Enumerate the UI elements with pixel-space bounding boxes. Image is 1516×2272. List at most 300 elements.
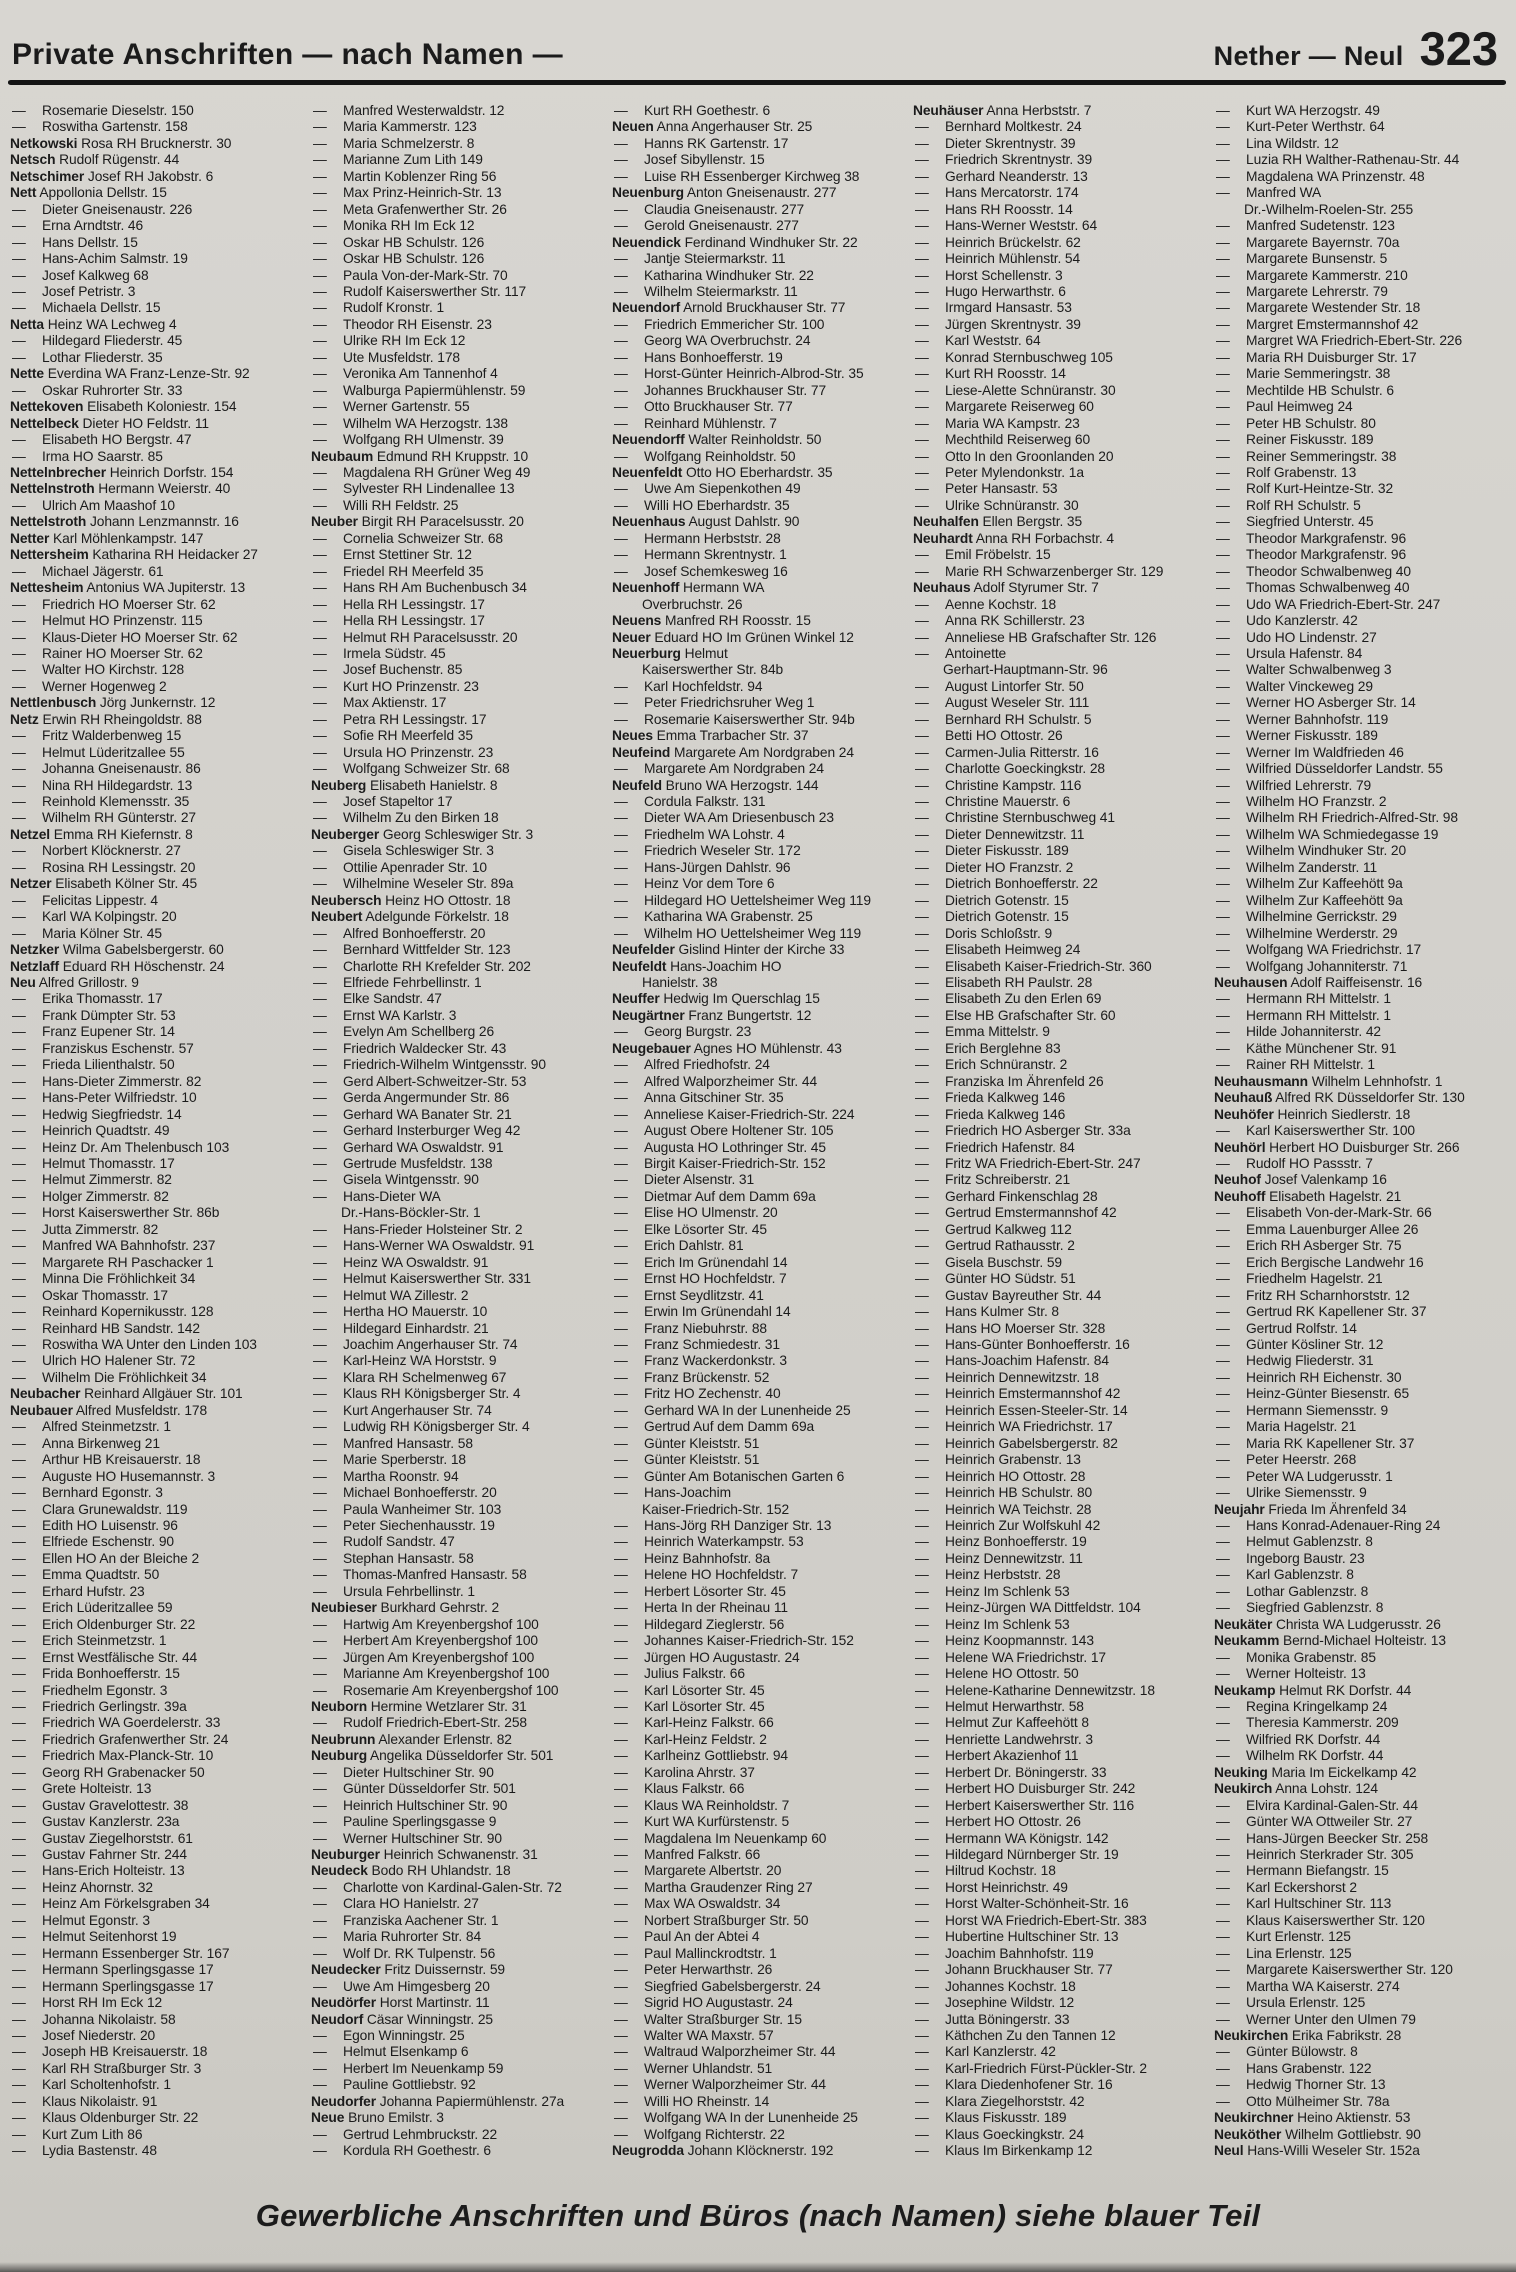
directory-entry — [913, 1041, 1208, 1057]
entry-text: Ulrich Am Maashof 10 — [42, 497, 175, 513]
entry-dash: — — [313, 942, 327, 958]
entry-dash: — — [1216, 1057, 1230, 1073]
directory-entry — [311, 1534, 606, 1550]
entry-text: Christine Kampstr. 116 — [945, 777, 1082, 793]
entry-continuation: Gerhart-Hauptmann-Str. 96 — [943, 662, 1108, 678]
directory-entry — [10, 1156, 305, 1172]
entry-dash: — — [915, 1353, 929, 1369]
entry-text: Margret WA Friedrich-Ebert-Str. 226 — [1246, 333, 1463, 349]
entry-text: Heinrich Emstermannshof 42 — [945, 1386, 1121, 1402]
entry-text: Margarete Kaiserswerther Str. 120 — [1246, 1962, 1453, 1978]
entry-text: Neuendorf Arnold Bruckhauser Str. 77 — [612, 300, 846, 316]
entry-dash: — — [12, 1583, 26, 1599]
entry-text: Netta Heinz WA Lechweg 4 — [10, 316, 177, 332]
directory-entry — [612, 564, 907, 580]
entry-dash: — — [1216, 1024, 1230, 1040]
directory-entry — [311, 1057, 606, 1073]
entry-dash: — — [614, 1600, 628, 1616]
directory-entry — [311, 860, 606, 876]
entry-text: Elisabeth Zu den Erlen 69 — [945, 991, 1102, 1007]
directory-entry — [913, 1107, 1208, 1123]
entry-text: Hans-Jörg RH Danziger Str. 13 — [644, 1517, 832, 1533]
entry-text: Reinhard Mühlenstr. 7 — [644, 415, 777, 431]
entry-dash: — — [915, 1962, 929, 1978]
directory-entry — [10, 1321, 305, 1337]
directory-entry — [311, 2028, 606, 2044]
entry-dash: — — [12, 1797, 26, 1813]
directory-entry — [1214, 1469, 1509, 1485]
entry-text: Neukäter Christa WA Ludgerusstr. 26 — [1214, 1616, 1441, 1632]
directory-entry — [1214, 531, 1509, 547]
entry-dash: — — [313, 794, 327, 810]
entry-dash: — — [1216, 1402, 1230, 1418]
directory-entry — [10, 1337, 305, 1353]
entry-surname: Neugrodda — [612, 2143, 684, 2159]
entry-text: Klaus Im Birkenkamp 12 — [945, 2143, 1093, 2159]
entry-text: Neubrunn Alexander Erlenstr. 82 — [311, 1731, 512, 1747]
entry-text: Heinrich Brückelstr. 62 — [945, 234, 1081, 250]
entry-dash: — — [313, 678, 327, 694]
entry-dash: — — [1216, 1238, 1230, 1254]
entry-text: Jürgen Am Kreyenbergshof 100 — [343, 1649, 535, 1665]
entry-dash: — — [313, 810, 327, 826]
entry-dash: — — [1216, 1649, 1230, 1665]
entry-text: Horst RH Im Eck 12 — [42, 1995, 163, 2011]
directory-entry — [1214, 432, 1509, 448]
entry-text: Regina Kringelkamp 24 — [1246, 1698, 1388, 1714]
entry-dash: — — [614, 1896, 628, 1912]
entry-continuation: Hanielstr. 38 — [642, 975, 718, 991]
directory-entry — [311, 1008, 606, 1024]
entry-dash: — — [614, 448, 628, 464]
entry-dash: — — [915, 810, 929, 826]
entry-text: Franz Brückenstr. 52 — [644, 1369, 770, 1385]
entry-text: Marie RH Schwarzenberger Str. 129 — [945, 563, 1164, 579]
entry-text: Oskar HB Schulstr. 126 — [343, 234, 485, 250]
directory-entry — [311, 1896, 606, 1912]
directory-entry — [10, 1288, 305, 1304]
entry-text: Paula Wanheimer Str. 103 — [343, 1501, 502, 1517]
entry-text: Horst WA Friedrich-Ebert-Str. 383 — [945, 1912, 1147, 1928]
directory-entry — [612, 1633, 907, 1649]
entry-dash: — — [915, 1205, 929, 1221]
entry-text: Rudolf Kaiserswerther Str. 117 — [343, 283, 527, 299]
entry-text: Gerhard Insterburger Weg 42 — [343, 1123, 521, 1139]
entry-text: Ellen HO An der Bleiche 2 — [42, 1550, 200, 1566]
directory-entry — [612, 333, 907, 349]
entry-surname: Neuhäuser — [913, 103, 984, 118]
entry-text: Werner HO Asberger Str. 14 — [1246, 695, 1416, 711]
directory-entry — [10, 2061, 305, 2077]
entry-text: Alfred Friedhofstr. 24 — [644, 1057, 770, 1073]
directory-entry — [1214, 1633, 1509, 1649]
entry-text: Nette Everdina WA Franz-Lenze-Str. 92 — [10, 366, 250, 382]
entry-text: Neuborn Hermine Wetzlarer Str. 31 — [311, 1698, 527, 1714]
directory-entry — [913, 646, 1208, 662]
entry-text: Neuhäuser Anna Herbststr. 7 — [913, 103, 1092, 118]
entry-text: Gertrud Auf dem Damm 69a — [644, 1419, 815, 1435]
entry-dash: — — [1216, 497, 1230, 513]
entry-dash: — — [12, 1912, 26, 1928]
directory-entry — [10, 1123, 305, 1139]
directory-entry — [311, 1189, 606, 1205]
entry-dash: — — [12, 1929, 26, 1945]
directory-entry — [612, 2077, 907, 2093]
entry-dash: — — [614, 168, 628, 184]
entry-dash: — — [614, 711, 628, 727]
entry-dash: — — [915, 1715, 929, 1731]
entry-dash: — — [614, 1550, 628, 1566]
entry-dash: — — [1216, 2044, 1230, 2060]
directory-entry — [612, 218, 907, 234]
directory-entry — [913, 1403, 1208, 1419]
entry-text: Fritz WA Friedrich-Ebert-Str. 247 — [945, 1156, 1141, 1171]
entry-dash: — — [313, 168, 327, 184]
entry-dash: — — [313, 218, 327, 234]
entry-dash: — — [614, 1271, 628, 1287]
entry-dash: — — [12, 300, 26, 316]
entry-text: Josef Buchenstr. 85 — [343, 662, 463, 678]
directory-entry — [311, 1436, 606, 1452]
directory-entry — [311, 1683, 606, 1699]
entry-text: August Weseler Str. 111 — [945, 695, 1090, 711]
directory-entry — [913, 860, 1208, 876]
entry-text: Jürgen Skrentnystr. 39 — [945, 316, 1081, 332]
entry-text: Peter Heerstr. 268 — [1246, 1452, 1357, 1468]
directory-entry — [612, 1304, 907, 1320]
entry-text: Heinz Bonhoefferstr. 19 — [945, 1534, 1087, 1550]
entry-text: Konrad Sternbuschweg 105 — [945, 349, 1113, 365]
entry-dash: — — [915, 1254, 929, 1270]
directory-entry — [913, 1699, 1208, 1715]
entry-surname: Netz — [10, 711, 39, 727]
directory-entry — [1214, 613, 1509, 629]
entry-text: Reiner Fiskusstr. 189 — [1246, 432, 1374, 448]
entry-dash: — — [614, 1781, 628, 1797]
entry-text: Hermann Sperlingsgasse 17 — [42, 1962, 214, 1978]
entry-text: Hermann Biefangstr. 15 — [1246, 1863, 1389, 1879]
entry-dash: — — [12, 629, 26, 645]
entry-dash: — — [12, 119, 26, 135]
entry-text: Neuenburg Anton Gneisenaustr. 277 — [612, 185, 837, 201]
entry-text: Anneliese HB Grafschafter Str. 126 — [945, 629, 1157, 645]
entry-dash: — — [313, 2126, 327, 2142]
directory-entry — [1214, 712, 1509, 728]
entry-dash: — — [915, 366, 929, 382]
entry-text: Alfred Walporzheimer Str. 44 — [644, 1073, 818, 1089]
directory-entry — [1214, 926, 1509, 942]
directory-entry — [10, 119, 305, 135]
entry-dash: — — [614, 678, 628, 694]
entry-text: Neuhöfer Heinrich Siedlerstr. 18 — [1214, 1106, 1411, 1122]
directory-entry — [1214, 597, 1509, 613]
entry-dash: — — [1216, 218, 1230, 234]
entry-dash: — — [12, 1962, 26, 1978]
directory-entry — [10, 1041, 305, 1057]
entry-text: Wilhelm RH Günterstr. 27 — [42, 810, 197, 826]
entry-dash: — — [915, 1912, 929, 1928]
entry-text: Max Prinz-Heinrich-Str. 13 — [343, 185, 502, 201]
entry-text: Netschimer Josef RH Jakobstr. 6 — [10, 168, 214, 184]
entry-text: Josef Schemkesweg 16 — [644, 563, 788, 579]
entry-text: Erich Bergische Landwehr 16 — [1246, 1254, 1424, 1270]
entry-dash: — — [313, 1435, 327, 1451]
directory-entry — [612, 1831, 907, 1847]
directory-entry — [612, 284, 907, 300]
directory-entry — [913, 745, 1208, 761]
entry-dash: — — [614, 1879, 628, 1895]
entry-surname: Neukamp — [1214, 1682, 1276, 1698]
entry-dash: — — [614, 1978, 628, 1994]
directory-entry — [10, 1683, 305, 1699]
directory-entry — [10, 481, 305, 497]
entry-dash: — — [614, 1304, 628, 1320]
directory-entry — [311, 1831, 606, 1847]
entry-surname: Neufeld — [612, 777, 662, 793]
entry-surname: Neukirchen — [1214, 2028, 1289, 2044]
entry-text: Neudorfer Johanna Papiermühlenstr. 27a — [311, 2093, 565, 2109]
entry-text: Hermann Herbststr. 28 — [644, 530, 781, 546]
directory-entry — [913, 893, 1208, 909]
entry-text: Neubieser Burkhard Gehrstr. 2 — [311, 1600, 500, 1616]
entry-surname: Neuköther — [1214, 2126, 1282, 2142]
entry-text: Minna Die Fröhlichkeit 34 — [42, 1271, 196, 1287]
entry-dash: — — [915, 826, 929, 842]
entry-surname: Neuerburg — [612, 645, 681, 661]
entry-dash: — — [614, 794, 628, 810]
entry-text: Heinrich Waterkampstr. 53 — [644, 1534, 804, 1550]
entry-text: Uwe Am Siepenkothen 49 — [644, 481, 801, 497]
directory-entry — [311, 810, 606, 826]
directory-entry — [311, 1699, 606, 1715]
entry-text: Erna Arndtstr. 46 — [42, 218, 144, 234]
entry-text: Otto Bruckhauser Str. 77 — [644, 399, 793, 415]
entry-text: Rainer RH Mittelstr. 1 — [1246, 1057, 1375, 1073]
entry-text: Lydia Bastenstr. 48 — [42, 2143, 157, 2159]
directory-entry — [1214, 876, 1509, 892]
directory-entry — [311, 1502, 606, 1518]
entry-dash: — — [313, 1271, 327, 1287]
entry-dash: — — [12, 251, 26, 267]
entry-dash: — — [915, 1468, 929, 1484]
directory-entry — [10, 728, 305, 744]
directory-entry — [612, 810, 907, 826]
entry-surname: Netsch — [10, 152, 56, 168]
entry-text: Irmela Südstr. 45 — [343, 645, 446, 661]
entry-dash: — — [915, 843, 929, 859]
directory-entry — [913, 1534, 1208, 1550]
directory-entry — [612, 1074, 907, 1090]
entry-text: Hermann RH Mittelstr. 1 — [1246, 1007, 1391, 1023]
entry-text: Anneliese Kaiser-Friedrich-Str. 224 — [644, 1106, 855, 1122]
entry-dash: — — [915, 596, 929, 612]
entry-text: Heinz Dennewitzstr. 11 — [945, 1550, 1083, 1566]
directory-entry — [612, 1024, 907, 1040]
directory-entry — [311, 909, 606, 925]
entry-dash: — — [1216, 251, 1230, 267]
entry-text: Manfred Hansastr. 58 — [343, 1435, 473, 1451]
entry-text: Klaus-Dieter HO Moerser Str. 62 — [42, 629, 238, 645]
entry-text: Dieter Skrentnystr. 39 — [945, 135, 1076, 151]
entry-dash: — — [1216, 1040, 1230, 1056]
entry-dash: — — [915, 1073, 929, 1089]
entry-surname: Neubaum — [311, 448, 374, 464]
directory-entry — [612, 991, 907, 1007]
entry-text: Karl Lösorter Str. 45 — [644, 1682, 765, 1698]
entry-text: Fritz Schreiberstr. 21 — [945, 1172, 1071, 1188]
entry-text: Günter Am Botanischen Garten 6 — [644, 1468, 845, 1484]
entry-text: Nettersheim Katharina RH Heidacker 27 — [10, 547, 258, 563]
directory-entry — [10, 103, 305, 119]
entry-text: Lothar Fliederstr. 35 — [42, 349, 163, 365]
directory-entry — [1214, 399, 1509, 415]
entry-text: Edith HO Luisenstr. 96 — [42, 1517, 178, 1533]
directory-entry — [10, 284, 305, 300]
entry-dash: — — [12, 1369, 26, 1385]
directory-entry — [1214, 745, 1509, 761]
directory-entry — [311, 1666, 606, 1682]
entry-text: Elisabeth Heimweg 24 — [945, 942, 1081, 958]
entry-text: Neuffer Hedwig Im Querschlag 15 — [612, 991, 820, 1007]
entry-dash: — — [915, 1830, 929, 1846]
entry-text: Helmut Egonstr. 3 — [42, 1912, 150, 1928]
entry-text: Hans RH Am Buchenbusch 34 — [343, 580, 527, 596]
entry-dash: — — [313, 1452, 327, 1468]
directory-entry — [913, 366, 1208, 382]
entry-dash: — — [12, 1731, 26, 1747]
entry-text: Charlotte von Kardinal-Galen-Str. 72 — [343, 1879, 562, 1895]
directory-entry — [913, 350, 1208, 366]
entry-text: Helmut Elsenkamp 6 — [343, 2044, 469, 2060]
entry-text: Franz Eupener Str. 14 — [42, 1024, 175, 1040]
entry-dash: — — [1216, 1666, 1230, 1682]
entry-text: Hermann Siemensstr. 9 — [1246, 1402, 1389, 1418]
entry-dash: — — [614, 2110, 628, 2126]
entry-text: Helmut Zimmerstr. 82 — [42, 1172, 172, 1188]
entry-text: Hanns RK Gartenstr. 17 — [644, 135, 789, 151]
directory-entry — [1214, 547, 1509, 563]
entry-surname: Netschimer — [10, 168, 85, 184]
directory-entry — [612, 1765, 907, 1781]
directory-entry — [913, 1913, 1208, 1929]
entry-dash: — — [12, 810, 26, 826]
entry-dash: — — [1216, 382, 1230, 398]
directory-entry — [311, 2077, 606, 2093]
entry-dash: — — [12, 1764, 26, 1780]
directory-entry — [1214, 893, 1509, 909]
entry-text: Heinrich HB Schulstr. 80 — [945, 1485, 1093, 1501]
entry-dash: — — [313, 185, 327, 201]
entry-dash: — — [614, 530, 628, 546]
entry-text: Günter Kösliner Str. 12 — [1246, 1336, 1384, 1352]
entry-text: Johann Bruckhauser Str. 77 — [945, 1962, 1113, 1978]
directory-entry — [10, 1353, 305, 1369]
entry-text: Gerhard WA In der Lunenheide 25 — [644, 1402, 851, 1418]
directory-entry — [612, 1469, 907, 1485]
directory-entry — [913, 1452, 1208, 1468]
entry-text: Emma Lauenburger Allee 26 — [1246, 1221, 1419, 1237]
directory-entry — [10, 1172, 305, 1188]
directory-entry — [311, 1337, 606, 1353]
entry-dash: — — [1216, 283, 1230, 299]
entry-text: Ernst Westfälische Str. 44 — [42, 1649, 198, 1665]
entry-dash: — — [915, 678, 929, 694]
entry-text: Neufelder Gislind Hinter der Kirche 33 — [612, 942, 845, 958]
entry-dash: — — [915, 1945, 929, 1961]
directory-entry — [311, 383, 606, 399]
entry-dash: — — [614, 251, 628, 267]
entry-text: Elvira Kardinal-Galen-Str. 44 — [1246, 1797, 1418, 1813]
entry-dash: — — [12, 1945, 26, 1961]
directory-entry — [612, 169, 907, 185]
directory-entry — [10, 695, 305, 711]
entry-text: Nettelstroth Johann Lenzmannstr. 16 — [10, 514, 239, 530]
entry-dash: — — [313, 925, 327, 941]
entry-text: Betti HO Ottostr. 26 — [945, 728, 1063, 744]
entry-dash: — — [614, 1172, 628, 1188]
entry-surname: Neuer — [612, 629, 651, 645]
entry-dash: — — [614, 1830, 628, 1846]
entry-dash: — — [915, 1698, 929, 1714]
entry-dash: — — [1216, 942, 1230, 958]
directory-entry — [612, 1798, 907, 1814]
directory-entry — [311, 268, 606, 284]
directory-entry — [311, 1222, 606, 1238]
entry-surname: Neuenhoff — [612, 580, 680, 596]
entry-dash: — — [12, 1271, 26, 1287]
entry-dash: — — [313, 859, 327, 875]
entry-text: Walter WA Maxstr. 57 — [644, 2028, 774, 2044]
directory-entry — [10, 1913, 305, 1929]
entry-text: Oskar HB Schulstr. 126 — [343, 251, 485, 267]
entry-dash: — — [915, 283, 929, 299]
entry-text: Bernhard Moltkestr. 24 — [945, 119, 1082, 135]
entry-dash: — — [12, 283, 26, 299]
entry-text: Reiner Semmeringstr. 38 — [1246, 448, 1397, 464]
entry-dash: — — [313, 1929, 327, 1945]
entry-text: Birgit Kaiser-Friedrich-Str. 152 — [644, 1156, 826, 1171]
entry-text: Gerhard Neanderstr. 13 — [945, 168, 1088, 184]
entry-dash: — — [1216, 1962, 1230, 1978]
entry-dash: — — [915, 251, 929, 267]
directory-entry — [1214, 169, 1509, 185]
entry-text: Netsch Rudolf Rügenstr. 44 — [10, 152, 180, 168]
directory-entry — [913, 1962, 1208, 1978]
directory-entry — [311, 1584, 606, 1600]
directory-entry — [612, 1255, 907, 1271]
entry-dash: — — [12, 432, 26, 448]
entry-dash: — — [1216, 1567, 1230, 1583]
entry-text: Udo WA Friedrich-Ebert-Str. 247 — [1246, 596, 1441, 612]
entry-text: Neufeld Bruno WA Herzogstr. 144 — [612, 777, 819, 793]
directory-entry — [612, 1666, 907, 1682]
entry-text: Wolfgang Richterstr. 22 — [644, 2126, 785, 2142]
entry-text: Karl Kanzlerstr. 42 — [945, 2044, 1056, 2060]
directory-entry — [10, 1962, 305, 1978]
directory-entry — [1214, 1386, 1509, 1402]
entry-text: Arthur HB Kreisauerstr. 18 — [42, 1452, 201, 1468]
entry-text: Johannes Kochstr. 18 — [945, 1978, 1076, 1994]
entry-dash: — — [313, 497, 327, 513]
entry-text: Mechthild Reiserweg 60 — [945, 432, 1091, 448]
entry-text: Neudörfer Horst Martinstr. 11 — [311, 1995, 490, 2011]
entry-dash: — — [1216, 415, 1230, 431]
entry-text: Heinz Im Schlenk 53 — [945, 1616, 1070, 1632]
directory-entry — [913, 2077, 1208, 2093]
directory-entry — [10, 843, 305, 859]
entry-dash: — — [12, 2143, 26, 2159]
directory-columns — [0, 85, 1516, 2160]
